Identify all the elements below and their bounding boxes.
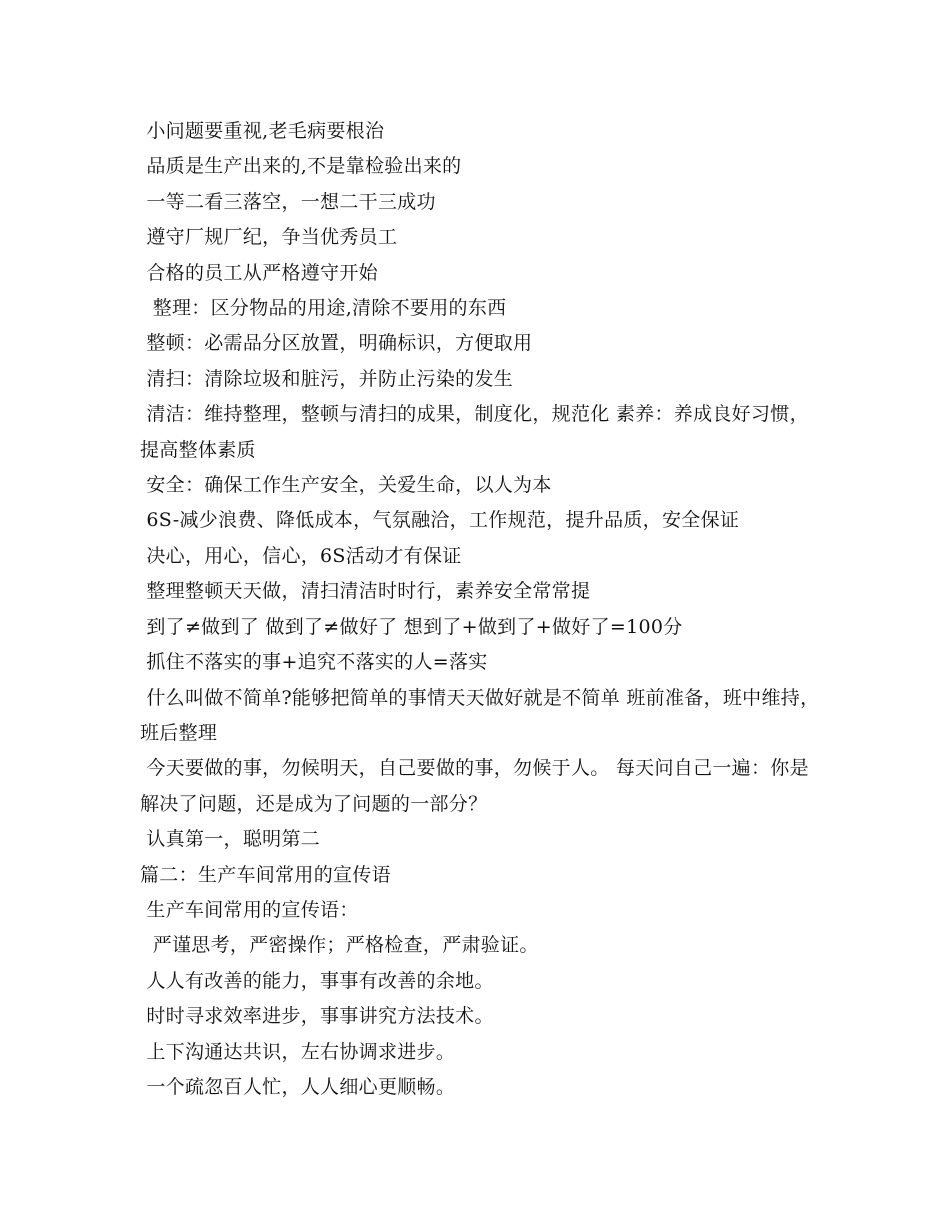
text-line: 一个疏忽百人忙，人人细心更顺畅。 <box>140 1075 456 1098</box>
text-line: 小问题要重视,老毛病要根治 <box>140 120 385 142</box>
text-line: 整理：区分物品的用途,清除不要用的东西 <box>140 297 507 320</box>
text-line: 清扫：清除垃圾和脏污，并防止污染的发生 <box>140 367 514 390</box>
text-line: 品质是生产出来的,不是靠检验出来的 <box>140 155 462 178</box>
text-line: 合格的员工从严格遵守开始 <box>140 261 378 284</box>
text-line: 6S-减少浪费、降低成本，气氛融洽，工作规范，提升品质，安全保证 <box>140 509 740 532</box>
text-line: 人人有改善的能力，事事有改善的余地。 <box>140 969 494 992</box>
section-heading: 篇二：生产车间常用的宣传语 <box>140 863 391 886</box>
text-line: 整顿：必需品分区放置，明确标识，方便取用 <box>140 332 533 355</box>
text-line: 安全：确保工作生产安全，关爱生命，以人为本 <box>140 474 552 497</box>
text-line: 遵守厂规厂纪，争当优秀员工 <box>140 226 398 249</box>
text-line: 时时寻求效率进步，事事讲究方法技术。 <box>140 1005 494 1028</box>
text-line: 抓住不落实的事+追究不落实的人=落实 <box>140 651 488 674</box>
text-line: 整理整顿天天做，清扫清洁时时行，素养安全常常提 <box>140 580 591 603</box>
text-line: 认真第一，聪明第二 <box>140 828 321 851</box>
text-line: 什么叫做不简单?能够把简单的事情天天做好就是不简单 班前准备，班中维持，班后整理 <box>140 686 820 744</box>
text-line: 上下沟通达共识，左右协调求进步。 <box>140 1040 456 1063</box>
text-line: 今天要做的事，勿候明天，自己要做的事，勿候于人。 每天问自己一遍：你是解决了问题，还是成为了问题的一部分？ <box>140 757 809 815</box>
text-line: 决心，用心，信心，6S活动才有保证 <box>140 544 462 567</box>
text-line: 生产车间常用的宣传语： <box>140 898 359 921</box>
text-line: 到了≠做到了 做到了≠做好了 想到了+做到了+做好了=100分 <box>140 615 683 638</box>
document-body <box>140 114 820 1105</box>
text-line: 一等二看三落空，一想二干三成功 <box>140 190 436 213</box>
text-line: 清洁：维持整理，整顿与清扫的成果，制度化，规范化 素养：养成良好习惯，提高整体素质 <box>140 403 809 461</box>
text-line: 严谨思考，严密操作；严格检查，严肃验证。 <box>140 934 539 957</box>
